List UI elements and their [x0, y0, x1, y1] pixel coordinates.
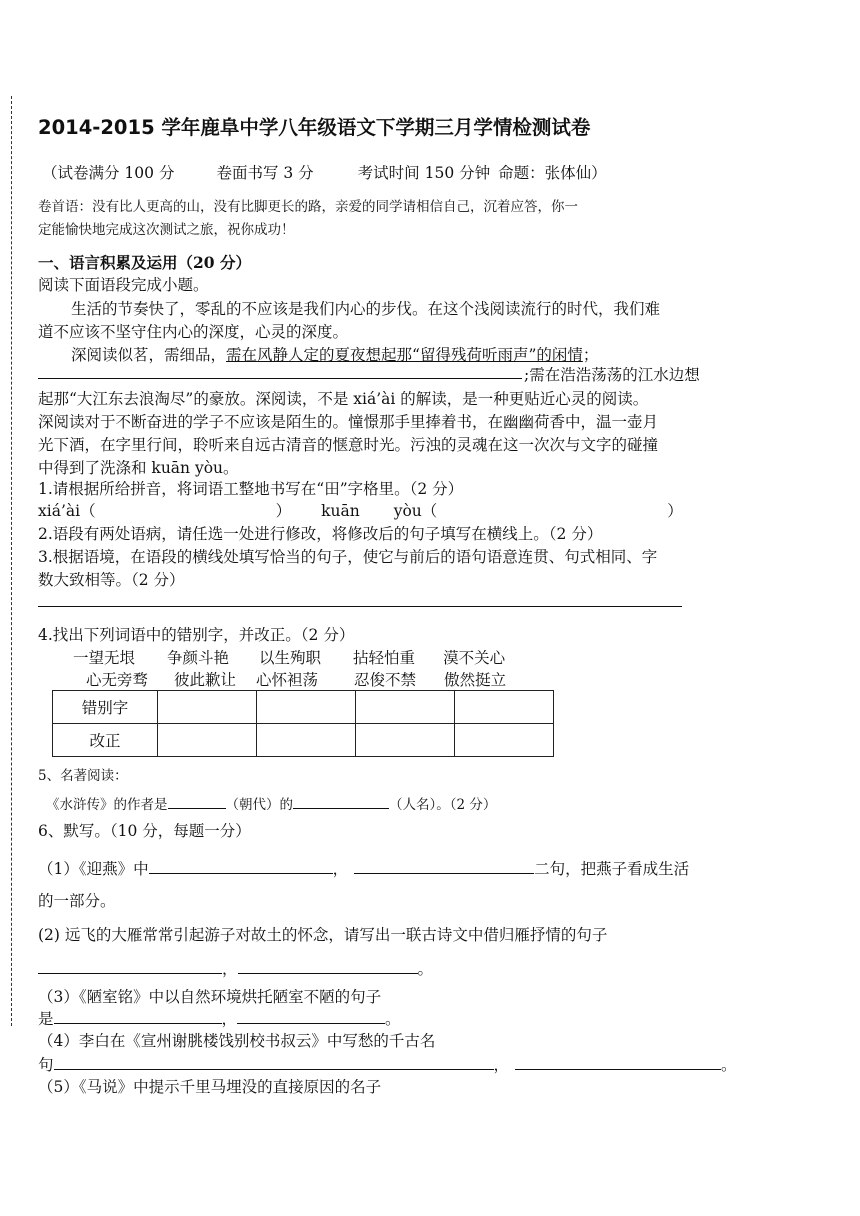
- answer-line[interactable]: [38, 378, 522, 379]
- underlined-sentence: 需在风静人定的夏夜想起那“留得残荷听雨声”的闲情: [226, 346, 583, 364]
- time-info: 考试时间 150 分钟: [357, 164, 491, 182]
- question-6-item-5: （5）《马说》中提示千里马埋没的直接原因的名子: [38, 1078, 382, 1096]
- passage-line: 深阅读似茗，需细品，需在风静人定的夏夜想起那“留得残荷听雨声”的闲情；: [71, 346, 599, 364]
- passage-line: 深阅读对于不断奋进的学子不应该是陌生的。憧憬那手里捧着书，在幽幽荷香中，温一壶月: [38, 413, 659, 431]
- question-6-item-4: 句 ， 。: [38, 1053, 737, 1076]
- question-6-item-4: （4）李白在《宣州谢朓楼饯别校书叔云》中写愁的千古名: [38, 1032, 436, 1050]
- answer-cell[interactable]: [257, 691, 356, 724]
- question-1-pinyin: xiá’ài（ ） kuān yòu（ ）: [38, 502, 683, 520]
- answer-cell[interactable]: [455, 724, 554, 757]
- answer-cell[interactable]: [455, 691, 554, 724]
- answer-line[interactable]: [38, 606, 682, 607]
- blank-line[interactable]: [354, 857, 534, 874]
- question-6-item-1: 的一部分。: [38, 892, 116, 910]
- table-header-cell: 错别字: [53, 691, 158, 724]
- answer-cell[interactable]: [356, 691, 455, 724]
- blank-line[interactable]: [237, 1007, 385, 1024]
- passage-line: 起那“大江东去浪淘尽”的豪放。深阅读，不是 xiá’ài 的解读，是一种更贴近心灵的阅读。: [38, 390, 649, 408]
- binding-margin-line: [11, 96, 12, 1026]
- question-6-item-3: （3）《陋室铭》中以自然环境烘托陋室不陋的句子: [38, 988, 382, 1006]
- reading-intro: 阅读下面语段完成小题。: [38, 276, 209, 294]
- exam-info: [42, 162, 607, 184]
- blank-line[interactable]: [54, 1053, 494, 1070]
- question-1: 1.请根据所给拼音，将词语工整地书写在“田”字格里。（2 分）: [38, 480, 464, 498]
- answer-cell[interactable]: [356, 724, 455, 757]
- score-info: （试卷满分 100 分: [42, 164, 175, 182]
- author-info: 命题：张体仙）: [498, 164, 607, 182]
- passage-line: 道不应该不坚守住内心的深度，心灵的深度。: [38, 323, 349, 341]
- question-3: 数大致相等。（2 分）: [38, 571, 185, 589]
- question-6-heading: 6、默写。（10 分，每题一分）: [38, 822, 251, 840]
- preface-line-1: 卷首语：没有比人更高的山，没有比脚更长的路，亲爱的同学请相信自己，沉着应答，你一: [38, 199, 578, 215]
- blank-line[interactable]: [38, 957, 222, 974]
- passage-line: 光下酒，在字里行间，聆听来自远古清音的惬意时光。污浊的灵魂在这一次次与文字的碰撞: [38, 436, 659, 454]
- table-row: [53, 724, 554, 757]
- section-1-heading: 一、语言积累及运用（20 分）: [38, 253, 251, 272]
- table-row: [53, 691, 554, 724]
- question-6-item-2: (2) 远飞的大雁常常引起游子对故土的怀念，请写出一联古诗文中借归雁抒情的句子: [38, 926, 608, 944]
- word-row-2: 心无旁骛 彼此歉让 心怀袒荡 忍俊不禁 傲然挺立: [86, 671, 507, 689]
- question-3: 3.根据语境，在语段的横线处填写恰当的句子，使它与前后的语句语意连贯、句式相同、字: [38, 548, 658, 566]
- question-5: 《水浒传》的作者是 （朝代）的 （人名）。（2 分）: [46, 792, 496, 816]
- answer-cell[interactable]: [257, 724, 356, 757]
- answer-cell[interactable]: [158, 691, 257, 724]
- blank-line[interactable]: [515, 1053, 721, 1070]
- exam-title: 2014-2015 学年鹿阜中学八年级语文下学期三月学情检测试卷: [38, 116, 591, 139]
- passage-line: 生活的节奏快了，零乱的不应该是我们内心的步伐。在这个浅阅读流行的时代，我们难: [71, 300, 661, 318]
- question-6-item-3: 是 ， 。: [38, 1007, 401, 1030]
- passage-line: 中得到了洗涤和 kuān yòu。: [38, 459, 239, 477]
- question-5-heading: 5、名著阅读：: [38, 768, 128, 784]
- question-6-item-2: ， 。: [38, 957, 433, 980]
- question-4: 4.找出下列词语中的错别字，并改正。（2 分）: [38, 626, 355, 644]
- blank-line[interactable]: [168, 792, 226, 809]
- correction-table: [52, 690, 554, 757]
- blank-line[interactable]: [149, 857, 333, 874]
- handwriting-info: 卷面书写 3 分: [216, 164, 314, 182]
- passage-line: ;需在浩浩荡荡的江水边想: [524, 366, 700, 384]
- question-6-item-1: （1）《迎燕》中 ， 二句，把燕子看成生活: [38, 857, 689, 880]
- blank-line[interactable]: [238, 957, 418, 974]
- preface-line-2: 定能愉快地完成这次测试之旅，祝你成功！: [38, 222, 295, 238]
- blank-line[interactable]: [54, 1007, 222, 1024]
- question-2: 2.语段有两处语病，请任选一处进行修改，将修改后的句子填写在横线上。（2 分）: [38, 525, 603, 543]
- blank-line[interactable]: [293, 792, 389, 809]
- word-row-1: 一望无垠 争颜斗艳 以生殉职 拈轻怕重 漠不关心: [73, 649, 506, 667]
- answer-cell[interactable]: [158, 724, 257, 757]
- table-header-cell: 改正: [53, 724, 158, 757]
